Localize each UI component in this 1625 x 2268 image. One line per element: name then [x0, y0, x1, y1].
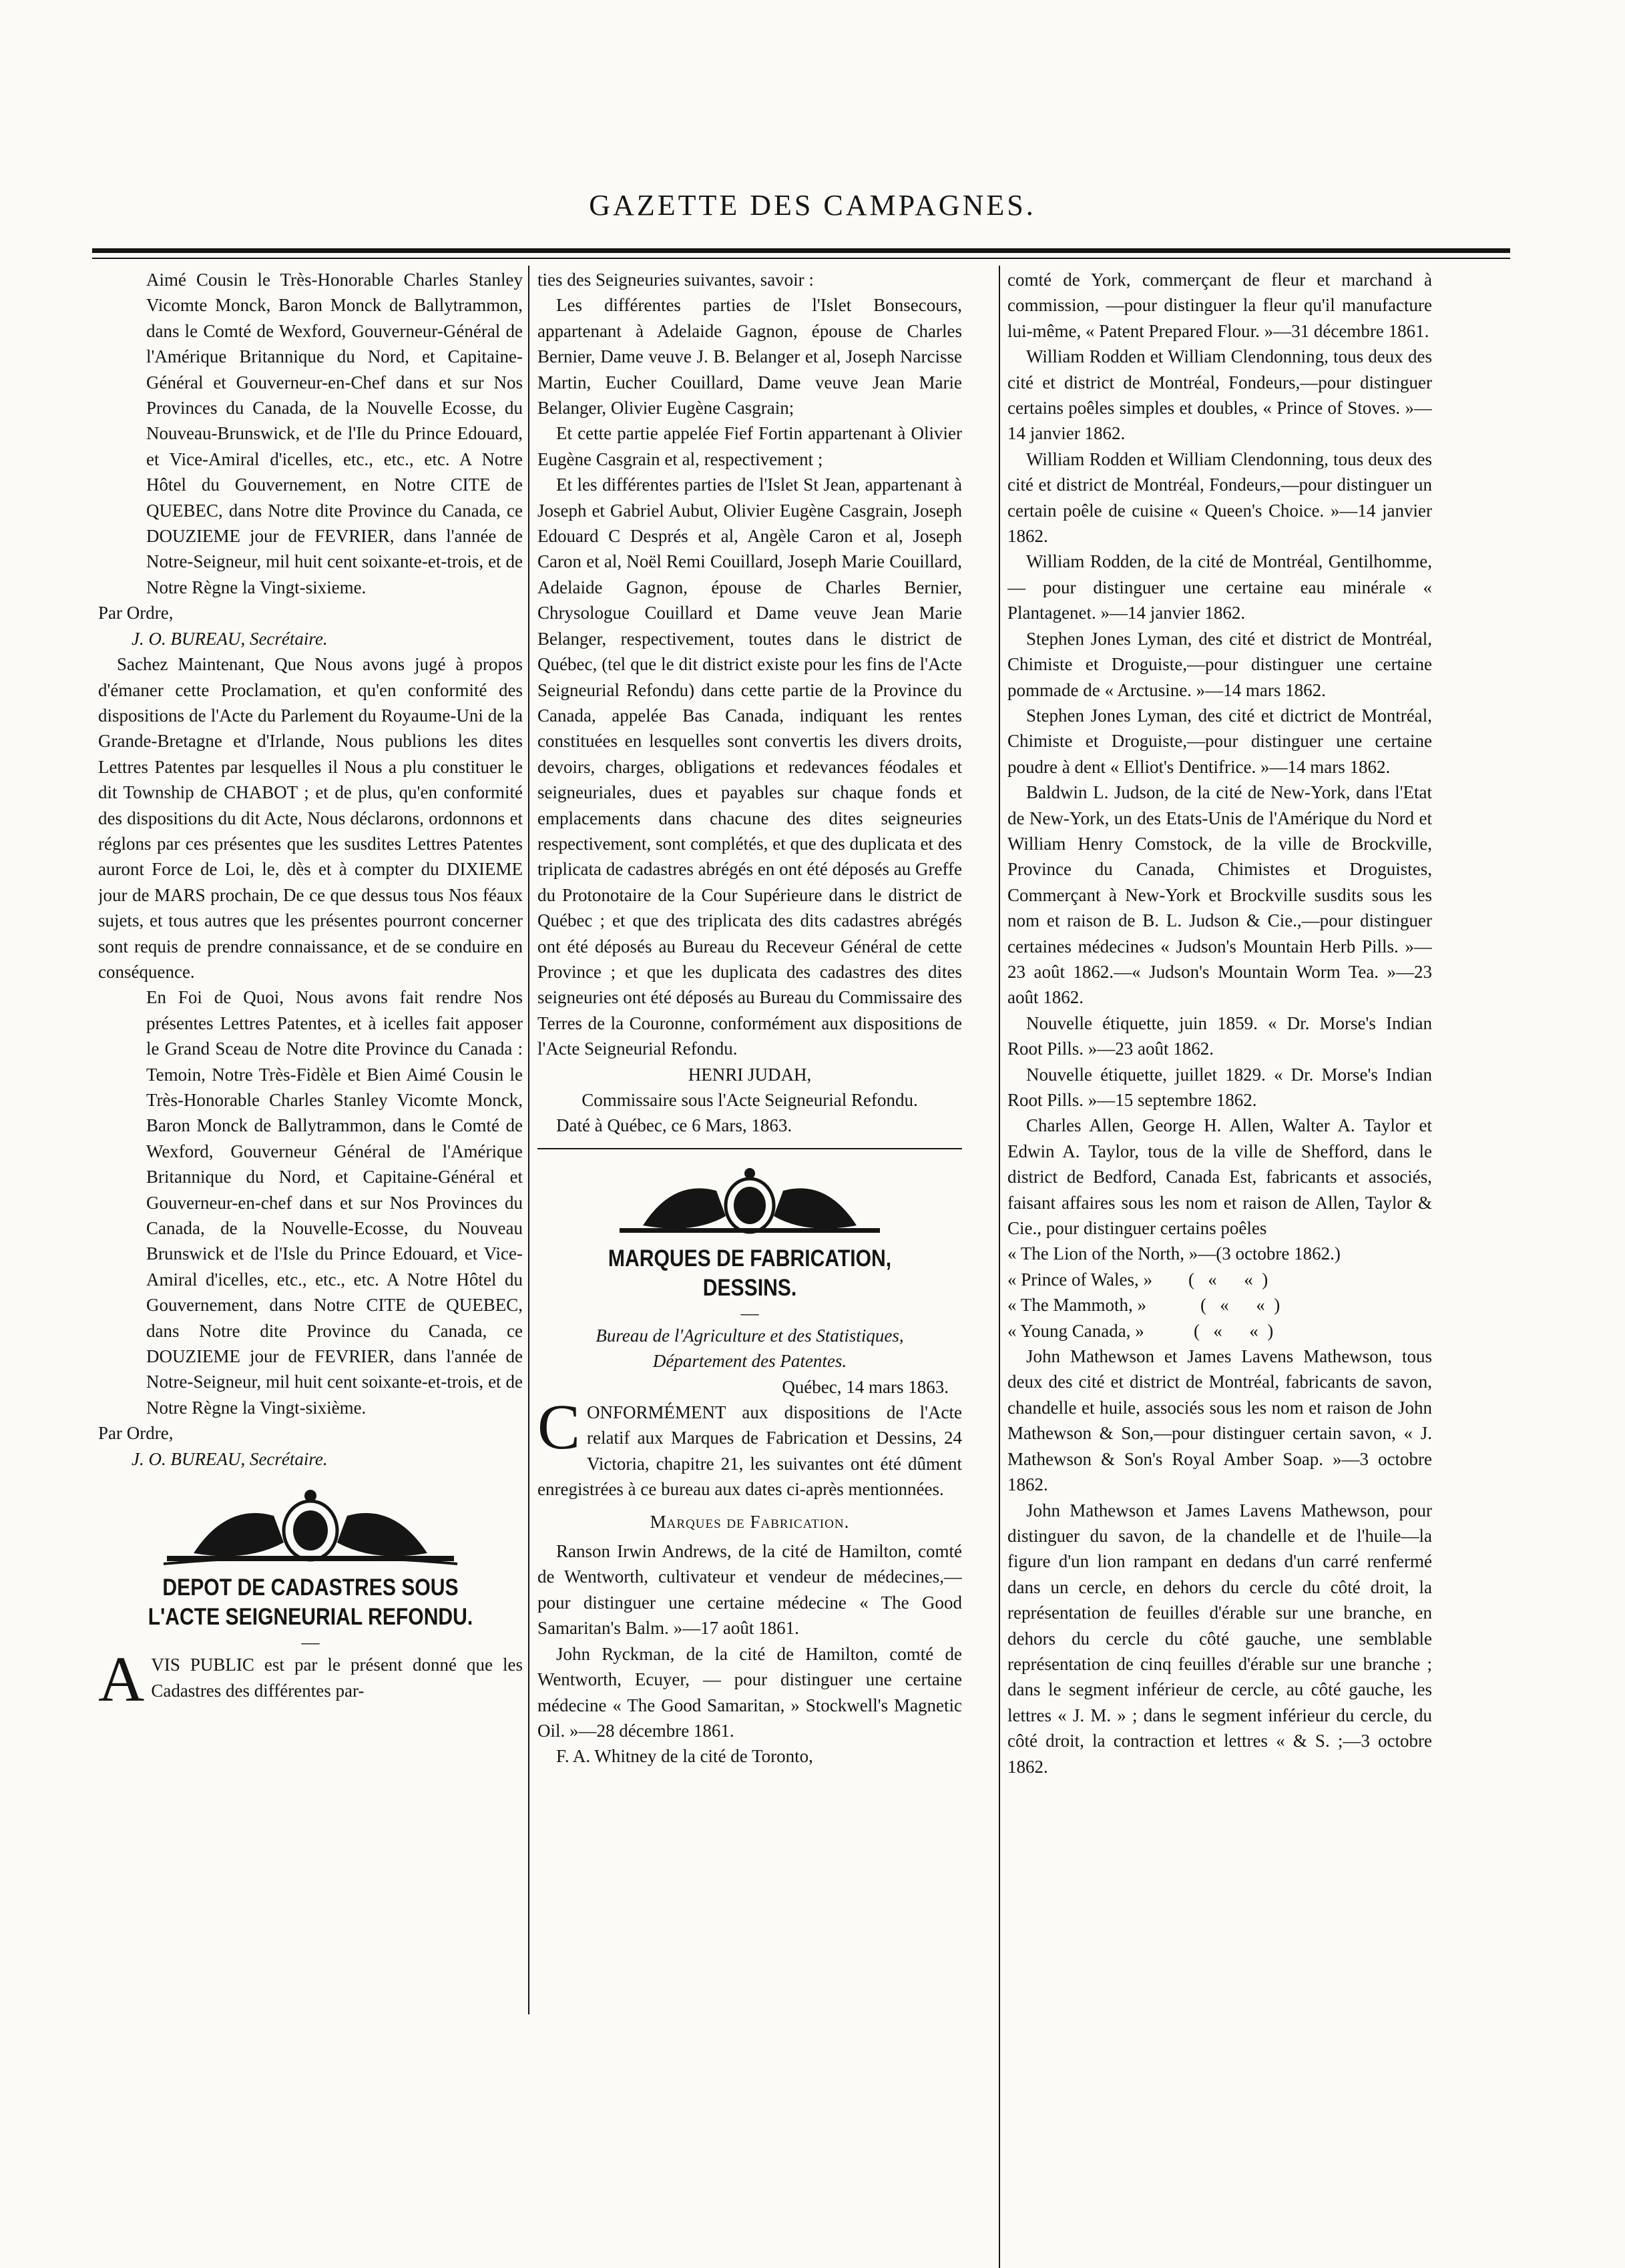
trademark-entry: William Rodden et William Clendonning, tous deux des cité et district de Montréal, Fondeurs,—pour distinguer un certain poêle de cuisine « Queen's Choice. »—14 janvier 1862. — [1007, 449, 1432, 547]
trademark-entry: Nouvelle étiquette, juillet 1829. « Dr. Morse's Indian Root Pills. »—15 septembre 1862. — [1007, 1064, 1432, 1110]
heading-dash: — — [740, 1302, 759, 1323]
section-heading: DEPOT DE CADASTRES SOUS L'ACTE SEIGNEURIAL REFONDU. — [148, 1575, 473, 1631]
signature — [98, 1446, 523, 1472]
column-1 — [98, 267, 523, 2256]
notice-date: Daté à Québec, ce 6 Mars, 1863. — [556, 1115, 792, 1136]
stove-list-item: « The Lion of the North, »—(3 octobre 1862.) — [1007, 1243, 1341, 1264]
par-ordre: Par Ordre, — [98, 603, 174, 623]
paragraph: Et cette partie appelée Fief Fortin appartenant à Olivier Eugène Casgrain et al, respectivement ; — [537, 423, 962, 469]
trademark-entry: Stephen Jones Lyman, des cité et district de Montréal, Chimiste et Droguiste,—pour distinguer une certaine pommade de « Arctusine. »—14 mars 1862. — [1007, 628, 1432, 700]
signature-text: J. O. BUREAU, Secrétaire. — [132, 628, 328, 649]
signature-text: J. O. BUREAU, Secrétaire. — [132, 1448, 328, 1469]
stove-list-item: « Young Canada, » ( « « ) — [1007, 1320, 1274, 1341]
trademark-entry: Ranson Irwin Andrews, de la cité de Hamilton, comté de Wentworth, cultivateur et vendeur de médecines,—pour distinguer une certaine médecine « The Good Samaritan's Balm. »—17 août 1861. — [537, 1541, 962, 1639]
royal-arms-ornament — [154, 1489, 467, 1569]
trademark-entry: William Rodden, de la cité de Montréal, Gentilhomme,— pour distinguer une certaine eau minérale « Plantagenet. »—14 janvier 1862. — [1007, 551, 1432, 623]
trademark-entry: Stephen Jones Lyman, des cité et dictrict de Montréal, Chimiste et Droguiste,—pour distinguer une certaine poudre à dent « Elliot's Dentifrice. »—14 mars 1862. — [1007, 705, 1432, 777]
column-3 — [1007, 267, 1432, 2256]
proclamation-body: Sachez Maintenant, Que Nous avons jugé à propos d'émaner cette Proclamation, et qu'en conformité des dispositions de l'Acte du Parlement du Royaume-Uni de la Grande-Bretagne et d'Irlande, Nous publions les dites Lettres Patentes par lesquelles il Nous a plu constituer le dit Township de CHABOT ; et de plus, qu'en conformité des dispositions du dit Acte, Nous déclarons, ordonnons et réglons par ces présentes que les susdites Lettres Patentes auront Force de Loi, le, dès et à compter du DIXIEME jour de MARS prochain, De ce que dessus tous Nos féaux sujets, et tous autres que les présentes pourront concerner sont requis de prendre connaissance, et de se conduire en conséquence. — [98, 654, 523, 982]
trademark-entry: Nouvelle étiquette, juin 1859. « Dr. Morse's Indian Root Pills. »—23 août 1862. — [1007, 1013, 1432, 1059]
trademark-entry: John Mathewson et James Lavens Mathewson, pour distinguer du savon, de la chandelle et de l'huile—la figure d'un lion rampant en dedans d'un carré renfermé dans un cercle, en dehors du cercle du côté droit, la représentation de feuilles d'érable sur une branche, en dehors du cercle du côté gauche, une semblable représentation de cinq feuilles d'érable sur une branche ; dans le segment inférieur de cercle, au côté gauche, les lettres « J. M. » ; dans le segment inférieur du cercle, du côté droit, la contraction et lettres « & S. ;—3 octobre 1862. — [1007, 1500, 1432, 1777]
signature-name: HENRI JUDAH, — [688, 1064, 812, 1085]
section-heading: MARQUES DE FABRICATION, DESSINS. — [608, 1245, 892, 1301]
trademark-entry: comté de York, commerçant de fleur et marchand à commission, —pour distinguer la fleur qu'il manufacture lui-même, « Patent Prepared Flour. »—31 décembre 1861. — [1007, 270, 1432, 341]
proclamation-foi: En Foi de Quoi, Nous avons fait rendre Nos présentes Lettres Patentes, et à icelles fait apposer le Grand Sceau de Notre dite Province du Canada : Temoin, Notre Très-Fidèle et Bien Aimé Cousin le Très-Honorable Charles Stanley Vicomte Monck, Baron Monck de Ballytrammon, dans le Comté de Wexford, Gouverneur Général de l'Amérique Britannique du Nord, et Capitaine-Général et Gouverneur-en-chef dans et sur Nos Provinces du Canada, de la Nouvelle-Ecosse, du Nouveau Brunswick et de l'Isle du Prince Edouard, et Vice-Amiral d'icelles, etc., etc., etc. A Notre Hôtel du Gouvernement, dans Notre CITE de QUEBEC, dans Notre dite Province du Canada, ce DOUZIEME jour de FEVRIER, dans l'année de Notre-Seigneur, mil huit cent soixante-et-trois, et de Notre Règne la Vingt-sixième. — [146, 987, 523, 1418]
subsection-label: Marques de Fabrication. — [650, 1511, 850, 1532]
trademark-entry: Baldwin L. Judson, de la cité de New-York, dans l'Etat de New-York, un des Etats-Unis de l'Amérique du Nord et William Henry Comstock, de la ville de Brockville, Province du Canada, Chimistes et Droguistes, Commerçant à New-York et Brockville susdits sous les nom et raison de B. L. Judson & Cie.,—pour distinguer certaines médecines « Judson's Mountain Herb Pills. »—23 août 1862.—« Judson's Mountain Worm Tea. »—23 août 1862. — [1007, 782, 1432, 1008]
dateline: Québec, 14 mars 1863. — [782, 1376, 949, 1397]
header-rule-thin — [92, 258, 1510, 259]
column-divider-2 — [999, 266, 1000, 2268]
signature-title: Commissaire sous l'Acte Seigneurial Refondu. — [582, 1090, 918, 1110]
proclamation-dating: Aimé Cousin le Très-Honorable Charles Stanley Vicomte Monck, Baron Monck de Ballytrammon, dans le Comté de Wexford, Gouverneur-Général de l'Amérique Britannique du Nord, et Capitaine-Général et Gouverneur-en-Chef dans et sur Nos Provinces du Canada, de la Nouvelle Ecosse, du Nouveau-Brunswick, et de l'Ile du Prince Edouard, et Vice-Amiral d'icelles, etc., etc., etc. A Notre Hôtel du Gouvernement, en Notre CITE de QUEBEC, dans Notre dite Province du Canada, ce DOUZIEME jour de FEVRIER, dans l'année de Notre-Seigneur, mil huit cent soixante-et-trois, et de Notre Règne la Vingt-sixieme. — [146, 270, 523, 597]
avis-public-text: VIS PUBLIC est par le présent donné que les Cadastres des différentes par- — [151, 1655, 523, 1701]
conformement-paragraph — [537, 1391, 962, 1502]
column-divider-1 — [528, 266, 529, 2014]
stove-list-item: « Prince of Wales, » ( « « ) — [1007, 1269, 1268, 1290]
bureau-line: Bureau de l'Agriculture et des Statistiques, — [596, 1325, 904, 1346]
paragraph: Et les différentes parties de l'Islet St Jean, appartenant à Joseph et Gabriel Aubut, Olivier Eugène Casgrain, Joseph Edouard C Després et al, Angèle Caron et al, Joseph Caron et al, Noël Remi Couillard, Joseph Marie Couillard, Adelaide Gagnon, épouse de Charles Bernier, Chrysologue Couillard et Dame veuve Jean Marie Belanger, respectivement, toutes dans le district de Québec, (tel que le dit district existe pour les fins de l'Acte Seigneurial Refondu) dans cette partie de la Province du Canada, appelée Bas Canada, indiquant les rentes constituées en lesquelles sont convertis les divers droits, devoirs, charges, obligations et redevances féodales et seigneuriales, dues et payables sur chaque fonds et emplacements dans chacune des dites seigneuries respectivement, sont complétés, et que des duplicata et des triplicata de cadastres abrégés en ont été déposés au Greffe du Protonotaire de la Cour Supérieure dans le district de Québec ; et que des triplicata des dits cadastres abrégés ont été déposés au Bureau du Receveur Général de cette Province ; et que les duplicata des cadastres des dites seigneuries ont été déposés au Bureau du Commissaire des Terres de la Couronne, conformément aux dispositions de l'Acte Seigneurial Refondu. — [537, 475, 962, 1059]
trademark-entry: John Mathewson et James Lavens Mathewson, tous deux des cité et district de Montréal, fabricants de savon, chandelle et huile, associés sous les nom et raison de John Mathewson & Son,—pour distinguer certain savon, « J. Mathewson & Son's Royal Amber Soap. »—3 octobre 1862. — [1007, 1346, 1432, 1495]
header-rule-thick — [92, 248, 1510, 253]
stove-list-item: « The Mammoth, » ( « « ) — [1007, 1295, 1281, 1316]
page-title: GAZETTE DES CAMPAGNES. — [589, 189, 1036, 222]
section-divider — [537, 1148, 962, 1149]
trademark-entry: Charles Allen, George H. Allen, Walter A. Taylor et Edwin A. Taylor, tous de la ville de Shefford, dans le district de Bedford, Canada Est, fabricants et associés, faisant affaires sous les nom et raison de Allen, Taylor & Cie., pour distinguer certains poêles — [1007, 1115, 1432, 1239]
avis-public — [98, 1643, 523, 1715]
department-line: Département des Patentes. — [652, 1351, 847, 1372]
trademark-entry: John Ryckman, de la cité de Hamilton, comté de Wentworth, Ecuyer, — pour distinguer une certaine médecine « The Good Samaritan, » Stockwell's Magnetic Oil. »—28 décembre 1861. — [537, 1643, 962, 1741]
drop-cap: C — [537, 1391, 581, 1463]
paragraph: ties des Seigneuries suivantes, savoir : — [537, 270, 814, 290]
royal-arms-ornament — [610, 1167, 890, 1240]
heading-dash: — — [301, 1632, 320, 1653]
conformement-text: ONFORMÉMENT aux dispositions de l'Acte relatif aux Marques de Fabrication et Dessins, 24 Victoria, chapitre 21, les suivantes ont été dûment enregistrées à ce bureau aux dates ci-après mentionnées. — [537, 1402, 962, 1500]
trademark-entry: F. A. Whitney de la cité de Toronto, — [556, 1746, 813, 1767]
par-ordre: Par Ordre, — [98, 1423, 174, 1444]
column-2 — [537, 267, 962, 2256]
signature — [98, 626, 523, 651]
trademark-entry: William Rodden et William Clendonning, tous deux des cité et district de Montréal, Fondeurs,—pour distinguer certains poêles simples et doubles, « Prince of Stoves. »—14 janvier 1862. — [1007, 346, 1432, 444]
paragraph: Les différentes parties de l'Islet Bonsecours, appartenant à Adelaide Gagnon, épouse de Charles Bernier, Dame veuve J. B. Belanger et al, Joseph Narcisse Martin, Eucher Couillard, Dame veuve Jean Marie Belanger, Olivier Eugène Casgrain; — [537, 295, 962, 418]
drop-cap: A — [98, 1643, 145, 1715]
